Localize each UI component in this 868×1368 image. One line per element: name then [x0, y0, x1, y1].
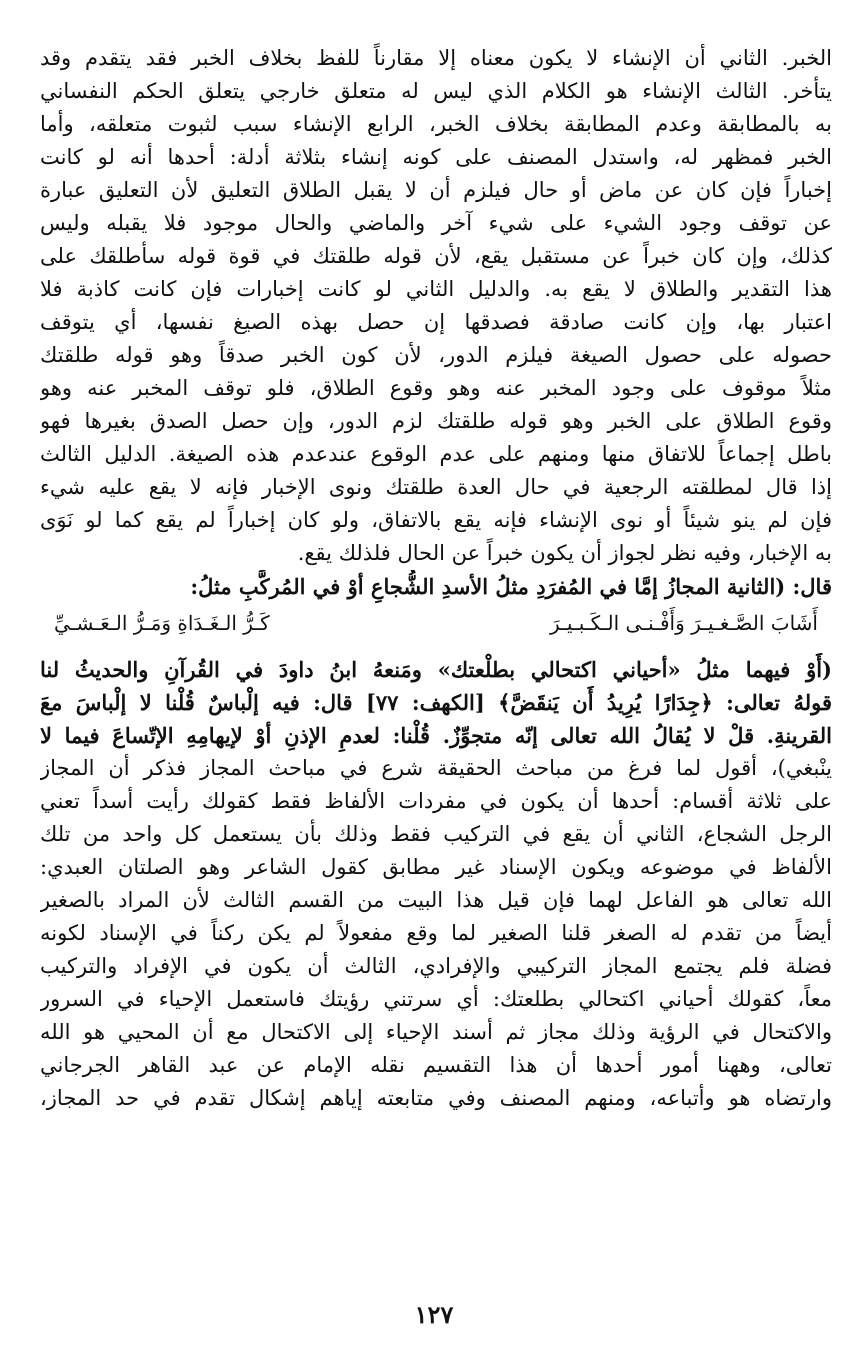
- page-number: ١٢٧: [414, 1300, 454, 1329]
- page-body: [40, 42, 832, 1115]
- matn-text: [40, 653, 832, 752]
- text-line: إخباراً فإن كان عن ماض أو حال فيلزم أن لا يقبل الطلاق التعليق لأن التعليق عبارة: [40, 178, 832, 202]
- poem-verse: [40, 603, 832, 643]
- text-line: أيضاً من تقدم له الصغر قلنا الصغير لما وقع مفعولاً لم يكن ركناً في الإسناد لكونه: [40, 921, 832, 945]
- text-line: معاً، كقولك أحياني اكتحالي بطلعتك: أي سرتني رؤيتك فاستعمل الإحياء في السرور: [40, 987, 832, 1011]
- paragraph-khabar-insha: [40, 42, 832, 570]
- text-line: يتأخر. الثالث الإنشاء هو الكلام الذي ليس له متعلق خارجي يتعلق الحكم النفساني: [40, 79, 832, 103]
- text-line: وقوع الطلاق على الخبر وهو قوله طلقتك لزم الدور، وإن حصل الصدق بغيرها فهو: [40, 409, 832, 433]
- text-line: الخبر فمظهر له، واستدل المصنف على كونه إنشاء بثلاثة أدلة: أحدها أنه لو كانت: [40, 145, 832, 169]
- sharh-text: [40, 752, 832, 1115]
- text-line: تعالى، وههنا أمور أحدها أن هذا التقسيم نقله الإمام عن عبد القاهر الجرجاني: [40, 1053, 832, 1077]
- text-line: الألفاظ في موضوعه ويكون الإسناد غير مطابق كقول الشاعر وهو الصلتان العبدي:: [40, 855, 832, 879]
- text-line: على ثلاثة أقسام: أحدها أن يكون في مفردات الألفاظ فقط كقولك رأيت أسداً تعني: [40, 789, 832, 813]
- text-line: مثلاً موقوف على وجود المخبر عنه وهو وقوع الطلاق، فلو توقف المخبر عنه وهو: [40, 376, 832, 400]
- matn-line: قولهُ تعالى: ﴿جِدَارًا يُرِيدُ أَن يَنقَضَّ﴾ [الكهف: ٧٧] قال: فيه إلْباسٌ قُلْنا لا إلْباسَ معَ: [40, 690, 832, 715]
- text-line: فضلة فلم يجتمع المجاز التركيبي والإفرادي، الثالث أن يكون في الإفراد والتركيب: [40, 954, 832, 978]
- text-line: باطل إجماعاً للاتفاق منها ومنهم على عدم الوقوع عندعدم هذه الصيغة. الدليل الثالث: [40, 442, 832, 466]
- text-line: كذلك، وإن كان خبراً عن مستقبل يقع، لأن قوله طلقتك في قوة قوله سأطلقك على: [40, 244, 832, 268]
- text-line: اعتبار بها، وإن كانت صادقة فصدقها إن حصل بهذه الصيغ نفسها، أي يتوقف: [40, 310, 832, 334]
- text-line: الرجل الشجاع، الثاني أن يقع في التركيب فقط وذلك بأن يستعمل كل واحد من تلك: [40, 822, 832, 846]
- text-line: فإن لم ينو شيئاً أو نوى الإنشاء فإنه يقع بالاتفاق، ولو كان إخباراً لم يقع كما لو نَوَى: [40, 508, 832, 532]
- poem-first-hemistich: أَشَابَ الصَّـغـيـرَ وَأَفْـنـى الـكَـبـيـرَ: [549, 611, 818, 635]
- text-line: إذا قال لمطلقته الرجعية في حال العدة طلقتك ونوى الإخبار فإنه لا يقع عليه شيء: [40, 475, 832, 499]
- text-line: به الإخبار، وفيه نظر لجواز أن يكون خبراً عن الحال فلذلك يقع.: [297, 541, 832, 565]
- matn-line: (أَوْ فيهما مثلُ «أحياني اكتحالي بطلْعتك» ومَنعهُ ابنُ داودَ في القُرآنِ والحديثُ لنا: [40, 657, 832, 682]
- text-line: عن توقف وجود الشيء على شيء آخر والماضي والحال موجود فلا يقبله وليس: [40, 211, 832, 235]
- text-line: هذا التقدير والطلاق لا يقع به. والدليل الثاني لو كانت إخبارات فإن كانت كاذبة فلا: [40, 277, 832, 301]
- text-line: الله تعالى هو الفاعل لهما فإن قيل هذا البيت من القسم الثالث لأن المراد بالصغير: [40, 888, 832, 912]
- text-line: وارتضاه هو وأتباعه، ومنهم المصنف وفي متابعته إياهم إشكال تقدم في حد المجاز،: [40, 1086, 832, 1110]
- text-line: حصوله على حصول الصيغة فيلزم الدور، لأن كون الخبر صدقاً وهو قوله طلقتك: [40, 343, 832, 367]
- text-line: به بالمطابقة وعدم المطابقة بخلاف الخبر، الرابع الإنشاء سبب لثبوت متعلقه، وأما: [40, 112, 832, 136]
- text-line: ينْبغي)، أقول لما فرغ من مباحث الحقيقة شرع في مباحث المجاز فذكر أن المجاز: [40, 756, 832, 780]
- poem-second-hemistich: كَـرُّ الـغَـدَاةِ وَمَـرُّ الـعَـشـيِّ: [54, 611, 270, 635]
- text-line: الخبر. الثاني أن الإنشاء لا يكون معناه إلا مقارناً للفظ بخلاف الخبر فقد يتقدم وقد: [40, 46, 832, 70]
- matn-line: القرينةِ. قلْ لا يُقالُ الله تعالى إنّه متجوِّزٌ. قُلْنا: لعدمِ الإذنِ أوْ لإيهامِهِ الإتّساعَ فيما لا: [40, 723, 832, 748]
- section-heading: قال: (الثانية المجازُ إمَّا في المُفرَدِ مثلُ الأسدِ الشُّجاعِ أوْ في المُركَّبِ مثلُ:: [190, 574, 832, 599]
- text-line: والاكتحال في الرؤية وذلك مجاز ثم أسند الإحياء إلى الاكتحال مع أن المحيي هو الله: [40, 1020, 832, 1044]
